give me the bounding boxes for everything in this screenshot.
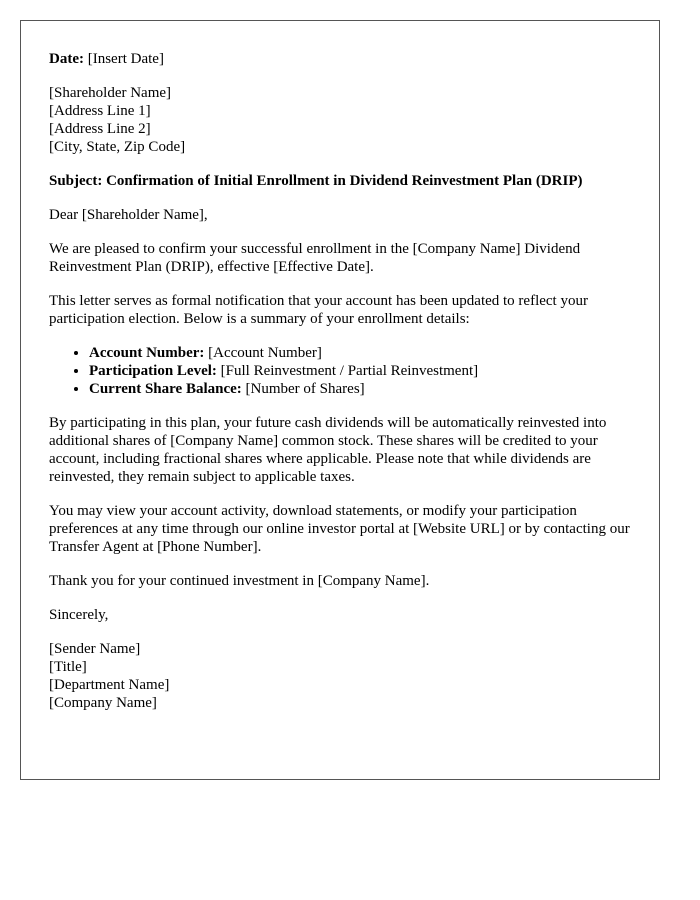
paragraph-thanks: Thank you for your continued investment in [Company Name]. bbox=[49, 573, 430, 589]
address-city: [City, State, Zip Code] bbox=[49, 139, 186, 155]
address-line-2: [Address Line 2] bbox=[49, 121, 151, 137]
subject-line: Subject: Confirmation of Initial Enrollment in Dividend Reinvestment Plan (DRIP) bbox=[49, 173, 583, 189]
recipient-name: [Shareholder Name] bbox=[49, 85, 172, 101]
detail-share-balance bbox=[89, 380, 631, 398]
recipient-address bbox=[49, 84, 631, 156]
date-value: [Insert Date] bbox=[87, 51, 164, 67]
paragraph-notification: This letter serves as formal notification that your account has been updated to reflect your participation election. Below is a summary of your enrollment details: bbox=[49, 293, 588, 327]
sender-name: [Sender Name] bbox=[49, 641, 141, 657]
detail-label: Account Number: bbox=[89, 345, 205, 361]
date-label: Date: bbox=[49, 51, 84, 67]
salutation: Dear [Shareholder Name], bbox=[49, 207, 208, 223]
sender-company: [Company Name] bbox=[49, 695, 157, 711]
date-line bbox=[49, 50, 631, 68]
detail-value: [Account Number] bbox=[208, 345, 322, 361]
enrollment-details-list bbox=[49, 344, 631, 398]
detail-label: Participation Level: bbox=[89, 363, 217, 379]
sender-department: [Department Name] bbox=[49, 677, 170, 693]
paragraph-reinvestment: By participating in this plan, your future cash dividends will be automatically reinvested into additional shares of [Company Name] common stock. These shares will be credited to your account, including fractional shares where applicable. Please note that while dividends are reinvested, they remain subject to applicable taxes. bbox=[49, 415, 607, 485]
detail-value: [Number of Shares] bbox=[245, 381, 365, 397]
detail-label: Current Share Balance: bbox=[89, 381, 242, 397]
letter bbox=[20, 20, 660, 780]
paragraph-portal: You may view your account activity, download statements, or modify your participation preferences at any time through our online investor portal at [Website URL] or by contacting our Transfer Agent at [Phone Number]. bbox=[49, 503, 630, 555]
detail-account-number bbox=[89, 344, 631, 362]
detail-value: [Full Reinvestment / Partial Reinvestment] bbox=[220, 363, 479, 379]
sender-title: [Title] bbox=[49, 659, 87, 675]
paragraph-confirmation: We are pleased to confirm your successful enrollment in the [Company Name] Dividend Reinvestment Plan (DRIP), effective [Effective Date]. bbox=[49, 241, 581, 275]
address-line-1: [Address Line 1] bbox=[49, 103, 151, 119]
detail-participation-level bbox=[89, 362, 631, 380]
signature-block bbox=[49, 640, 631, 712]
closing: Sincerely, bbox=[49, 607, 109, 623]
